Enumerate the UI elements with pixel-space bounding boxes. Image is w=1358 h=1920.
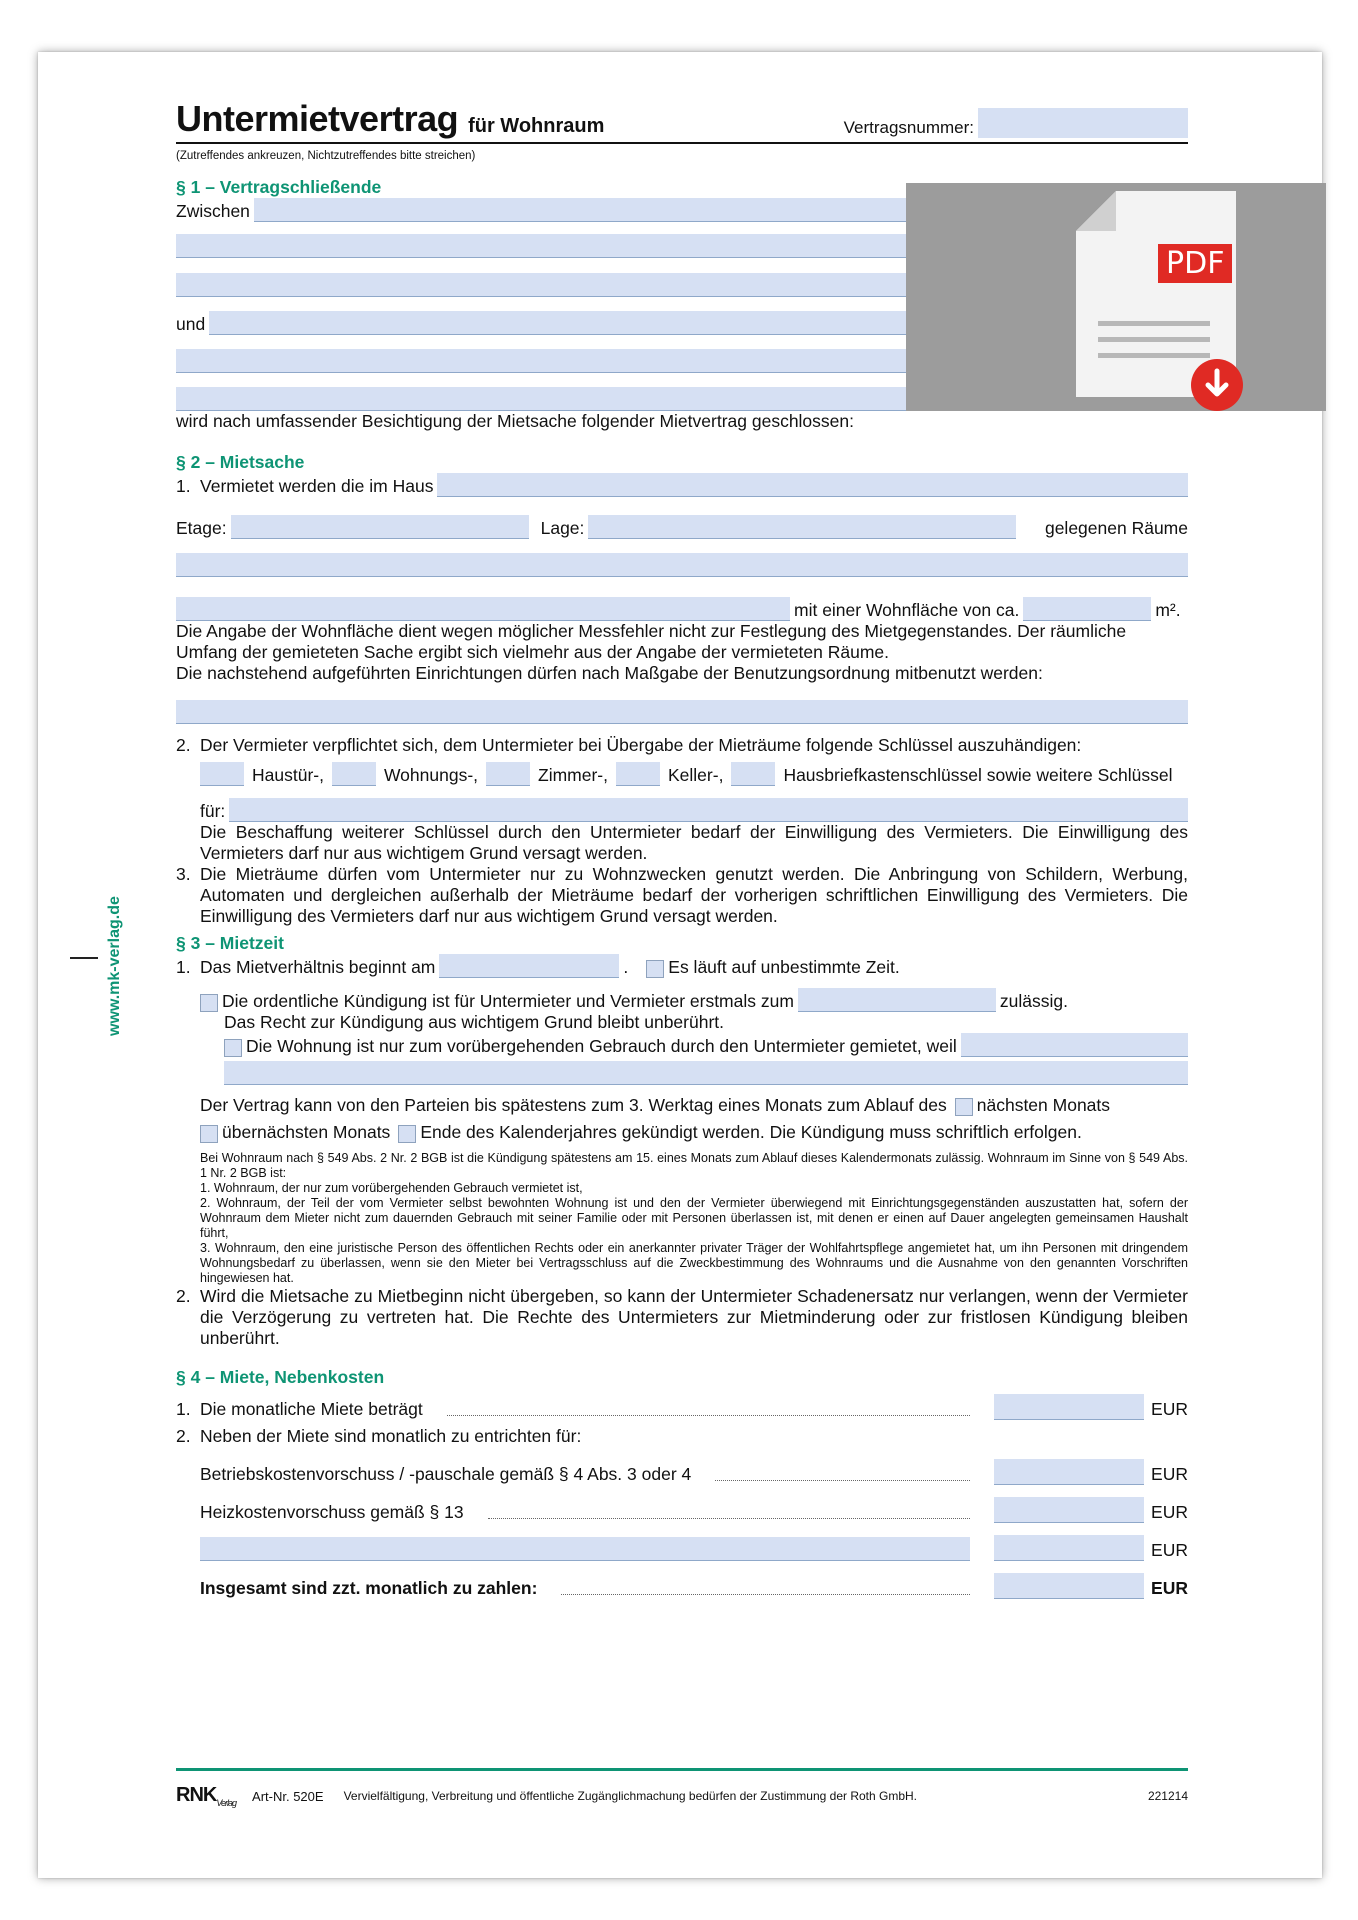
heating-costs-field[interactable]: [994, 1497, 1144, 1523]
rent-row: [176, 1394, 1188, 1420]
start-date-field[interactable]: [439, 954, 619, 978]
total-row: [176, 1573, 1188, 1599]
floor-field[interactable]: [231, 515, 529, 539]
page-title: Untermietvertrag: [176, 98, 459, 139]
list-number: 1.: [176, 1399, 191, 1419]
currency-label: EUR: [1151, 1540, 1188, 1560]
temporary-checkbox[interactable]: [224, 1039, 242, 1057]
key-count-cellar[interactable]: [616, 762, 660, 786]
list-number: 1.: [176, 957, 191, 977]
list-number: 1.: [176, 476, 191, 496]
key-label: Hausbriefkastenschlüssel sowie weitere Schlüssel: [783, 765, 1173, 785]
contract-closing-text: wird nach umfassender Besichtigung der Mietsache folgender Mietvertrag geschlossen:: [176, 411, 854, 431]
start-label: Das Mietverhältnis beginnt am: [200, 957, 436, 977]
next-month-label: nächsten Monats: [976, 1095, 1111, 1115]
legal-note: [176, 1151, 1188, 1286]
legal-note-item: 1. Wohnraum, der nur zum vorübergehenden Gebrauch vermietet ist,: [200, 1181, 583, 1195]
next-month-checkbox[interactable]: [955, 1098, 973, 1116]
house-label: Vermietet werden die im Haus: [200, 476, 434, 496]
other-costs-field[interactable]: [994, 1535, 1144, 1561]
keys-row: [176, 762, 1188, 786]
form-hint: (Zutreffendes ankreuzen, Nichtzutreffendes bitte streichen): [176, 150, 476, 162]
contract-number-label: Vertragsnummer:: [843, 118, 974, 137]
operating-costs-row: [176, 1459, 1188, 1485]
end-of-year-checkbox[interactable]: [398, 1125, 416, 1143]
notice-text: Der Vertrag kann von den Parteien bis spätestens zum 3. Werktag eines Monats zum Ablauf des: [200, 1095, 947, 1115]
unlimited-checkbox[interactable]: [646, 960, 664, 978]
floor-row: [176, 515, 1188, 539]
section-heading-2: § 2 – Mietsache: [176, 452, 305, 472]
rooms-field[interactable]: [176, 553, 1188, 577]
keys-for-row: [176, 798, 1188, 822]
currency-label: EUR: [1151, 1464, 1188, 1484]
house-row: [176, 473, 1188, 497]
currency-label: EUR: [1151, 1399, 1188, 1419]
section-heading-3: § 3 – Mietzeit: [176, 933, 284, 953]
footer-divider: [176, 1768, 1188, 1771]
list-number: 3.: [176, 864, 191, 884]
ordinary-date-field[interactable]: [798, 988, 996, 1012]
legal-note-intro: Bei Wohnraum nach § 549 Abs. 2 Nr. 2 BGB ist die Kündigung spätestens am 15. eines Monats zum Ablauf dieses Kalendermonats zulässig. Wohnraum im Sinne von § 549 Abs. 1 Nr. 2 BGB ist:: [200, 1151, 1188, 1180]
section-heading-4: § 4 – Miete, Nebenkosten: [176, 1367, 385, 1387]
after-next-month-checkbox[interactable]: [200, 1125, 218, 1143]
area-field[interactable]: [1023, 597, 1151, 621]
position-label: Lage:: [540, 518, 585, 538]
position-field[interactable]: [588, 515, 1016, 539]
legal-note-item: 2. Wohnraum, der Teil der vom Vermieter selbst bewohnten Wohnung ist und den der Vermieter überwiegend mit Einrichtungsgegenständen auszustatten hat, sofern der Wohnraum dem Mieter nicht zum dauernden Gebrauch mit seiner Familie oder mit Personen überlassen ist, mit denen er einen auf Dauer angelegten gemeinsamen Haushalt führt,: [200, 1196, 1188, 1240]
unlimited-label: Es läuft auf unbestimmte Zeit.: [668, 957, 900, 977]
shared-facilities-field[interactable]: [176, 700, 1188, 724]
keys-for-field[interactable]: [229, 798, 1188, 822]
key-label: Keller-,: [668, 765, 724, 785]
key-label: Wohnungs-,: [383, 765, 479, 785]
key-label: Haustür-,: [252, 765, 324, 785]
download-icon[interactable]: [1191, 359, 1243, 411]
footer: [176, 1784, 1188, 1808]
key-count-apartment[interactable]: [332, 762, 376, 786]
notice-row: [176, 1095, 1188, 1116]
between-label: Zwischen: [176, 201, 250, 221]
allowed-label: zulässig.: [999, 991, 1069, 1011]
list-number: 2.: [176, 1426, 191, 1446]
pdf-badge: PDF: [1158, 244, 1232, 283]
other-costs-description-field[interactable]: [200, 1537, 970, 1561]
house-field[interactable]: [437, 473, 1188, 497]
extras-row: [176, 1426, 1188, 1447]
usage-paragraph: [176, 864, 1188, 927]
extras-label: Neben der Miete sind monatlich zu entrichten für:: [200, 1426, 582, 1446]
fold-mark: [70, 957, 98, 959]
keys-text: Der Vermieter verpflichtet sich, dem Untermieter bei Übergabe der Mieträume folgende Schlüssel auszuhändigen:: [200, 735, 1082, 755]
legal-note-item: 3. Wohnraum, den eine juristische Person des öffentlichen Rechts oder ein anerkannter privater Träger der Wohlfahrtspflege angemietet hat, um ihn Personen mit dringendem Wohnungsbedarf zu überlassen, wenn sie den Mieter bei Vertragsschluss auf die Zweckbestimmung des Wohnraums und die Ausnahme von den genannten Vorschriften hingewiesen hat.: [200, 1241, 1188, 1285]
copyright-notice: Vervielfältigung, Verbreitung und öffentliche Zugänglichmachung bedürfen der Zustimmung der Roth GmbH.: [343, 1789, 918, 1803]
ordinary-label: Die ordentliche Kündigung ist für Untermieter und Vermieter erstmals zum: [222, 991, 794, 1011]
total-label: Insgesamt sind zzt. monatlich zu zahlen:: [200, 1578, 538, 1598]
other-costs-row: [176, 1535, 1188, 1561]
floor-label: Etage:: [176, 518, 227, 538]
key-count-room[interactable]: [486, 762, 530, 786]
key-count-mailbox[interactable]: [731, 762, 775, 786]
sqm-label: m².: [1155, 600, 1181, 620]
page-subtitle: für Wohnraum: [468, 115, 605, 137]
temporary-reason-extra-field[interactable]: [224, 1061, 1188, 1085]
area-row: [176, 597, 1188, 621]
rooms-extra-field[interactable]: [176, 597, 790, 621]
operating-costs-field[interactable]: [994, 1459, 1144, 1485]
heating-costs-label: Heizkostenvorschuss gemäß § 13: [200, 1502, 464, 1522]
usage-text: Die Mieträume dürfen vom Untermieter nur zu Wohnzwecken genutzt werden. Die Anbringung von Schildern, Werbung, Automaten und dergleichen außerhalb der Mieträume bedarf der vorherigen schriftlichen Einwilligung des Vermieters. Die Einwilligung des Vermieters darf nur aus wichtigem Grund versagt werden.: [200, 864, 1188, 926]
area-note: Die Angabe der Wohnfläche dient wegen möglicher Messfehler nicht zur Festlegung des Mietgegenstandes. Der räumliche Umfang der gemieteten Sache ergibt sich vielmehr aus der Angabe der vermieteten Räume.: [176, 621, 1127, 662]
total-field[interactable]: [994, 1573, 1144, 1599]
currency-label: EUR: [1151, 1502, 1188, 1522]
temporary-label: Die Wohnung ist nur zum vorübergehenden Gebrauch durch den Untermieter gemietet, weil: [246, 1036, 957, 1056]
key-count-front-door[interactable]: [200, 762, 244, 786]
keys-paragraph: [176, 735, 1188, 756]
shared-facilities-text: Die nachstehend aufgeführten Einrichtungen dürfen nach Maßgabe der Benutzungsordnung mitbenutzt werden:: [176, 663, 1043, 683]
end-of-year-label: Ende des Kalenderjahres gekündigt werden. Die Kündigung muss schriftlich erfolgen.: [420, 1122, 1082, 1142]
notice-row-2: [176, 1122, 1188, 1143]
list-number: 2.: [176, 1286, 191, 1306]
title-row: [176, 100, 1188, 144]
rent-label: Die monatliche Miete beträgt: [200, 1399, 423, 1419]
start-row: 1. Das Mietverhältnis beginnt am . Es läuft auf unbestimmte Zeit.: [176, 954, 1188, 978]
publisher-logo: $RNK_{Verlag}$: [176, 1784, 237, 1808]
section-heading-1: § 1 – Vertragschließende: [176, 177, 382, 197]
handover-text: Wird die Mietsache zu Mietbeginn nicht übergeben, so kann der Untermieter Schadenersatz nur verlangen, wenn der Vermieter die Verzögerung zu vertreten hat. Die Rechte des Untermieters zur Mietminderung oder zur fristlosen Kündigung bleiben unberührt.: [200, 1286, 1188, 1348]
article-number: Art-Nr. 520E: [252, 1788, 324, 1804]
keys-note: Die Beschaffung weiterer Schlüssel durch den Untermieter bedarf der Einwilligung des Vermieters. Die Einwilligung des Vermieters darf nur aus wichtigem Grund versagt werden.: [200, 822, 1188, 863]
rooms-label: gelegenen Räume: [1044, 518, 1188, 538]
pdf-download-overlay[interactable]: [906, 183, 1326, 411]
area-label: mit einer Wohnfläche von ca.: [794, 600, 1020, 620]
ordinary-row: [176, 988, 1188, 1012]
rent-amount-field[interactable]: [994, 1394, 1144, 1420]
after-next-month-label: übernächsten Monats: [222, 1122, 391, 1142]
and-label: und: [176, 314, 206, 334]
operating-costs-label: Betriebskostenvorschuss / -pauschale gemäß § 4 Abs. 3 oder 4: [200, 1464, 692, 1484]
form-code: 221214: [1147, 1789, 1188, 1803]
ordinary-checkbox[interactable]: [200, 994, 218, 1012]
important-reason-text: Das Recht zur Kündigung aus wichtigem Grund bleibt unberührt.: [224, 1012, 724, 1032]
handover-paragraph: [176, 1286, 1188, 1349]
temporary-reason-field[interactable]: [961, 1033, 1188, 1057]
contract-number-field[interactable]: [978, 108, 1188, 138]
key-label: Zimmer-,: [538, 765, 608, 785]
temporary-row: [176, 1033, 1188, 1057]
list-number: 2.: [176, 735, 191, 755]
side-url: www.mk-verlag.de: [106, 896, 123, 1036]
keys-for-label: für:: [200, 801, 226, 821]
currency-label: EUR: [1151, 1578, 1188, 1598]
heating-costs-row: [176, 1497, 1188, 1523]
